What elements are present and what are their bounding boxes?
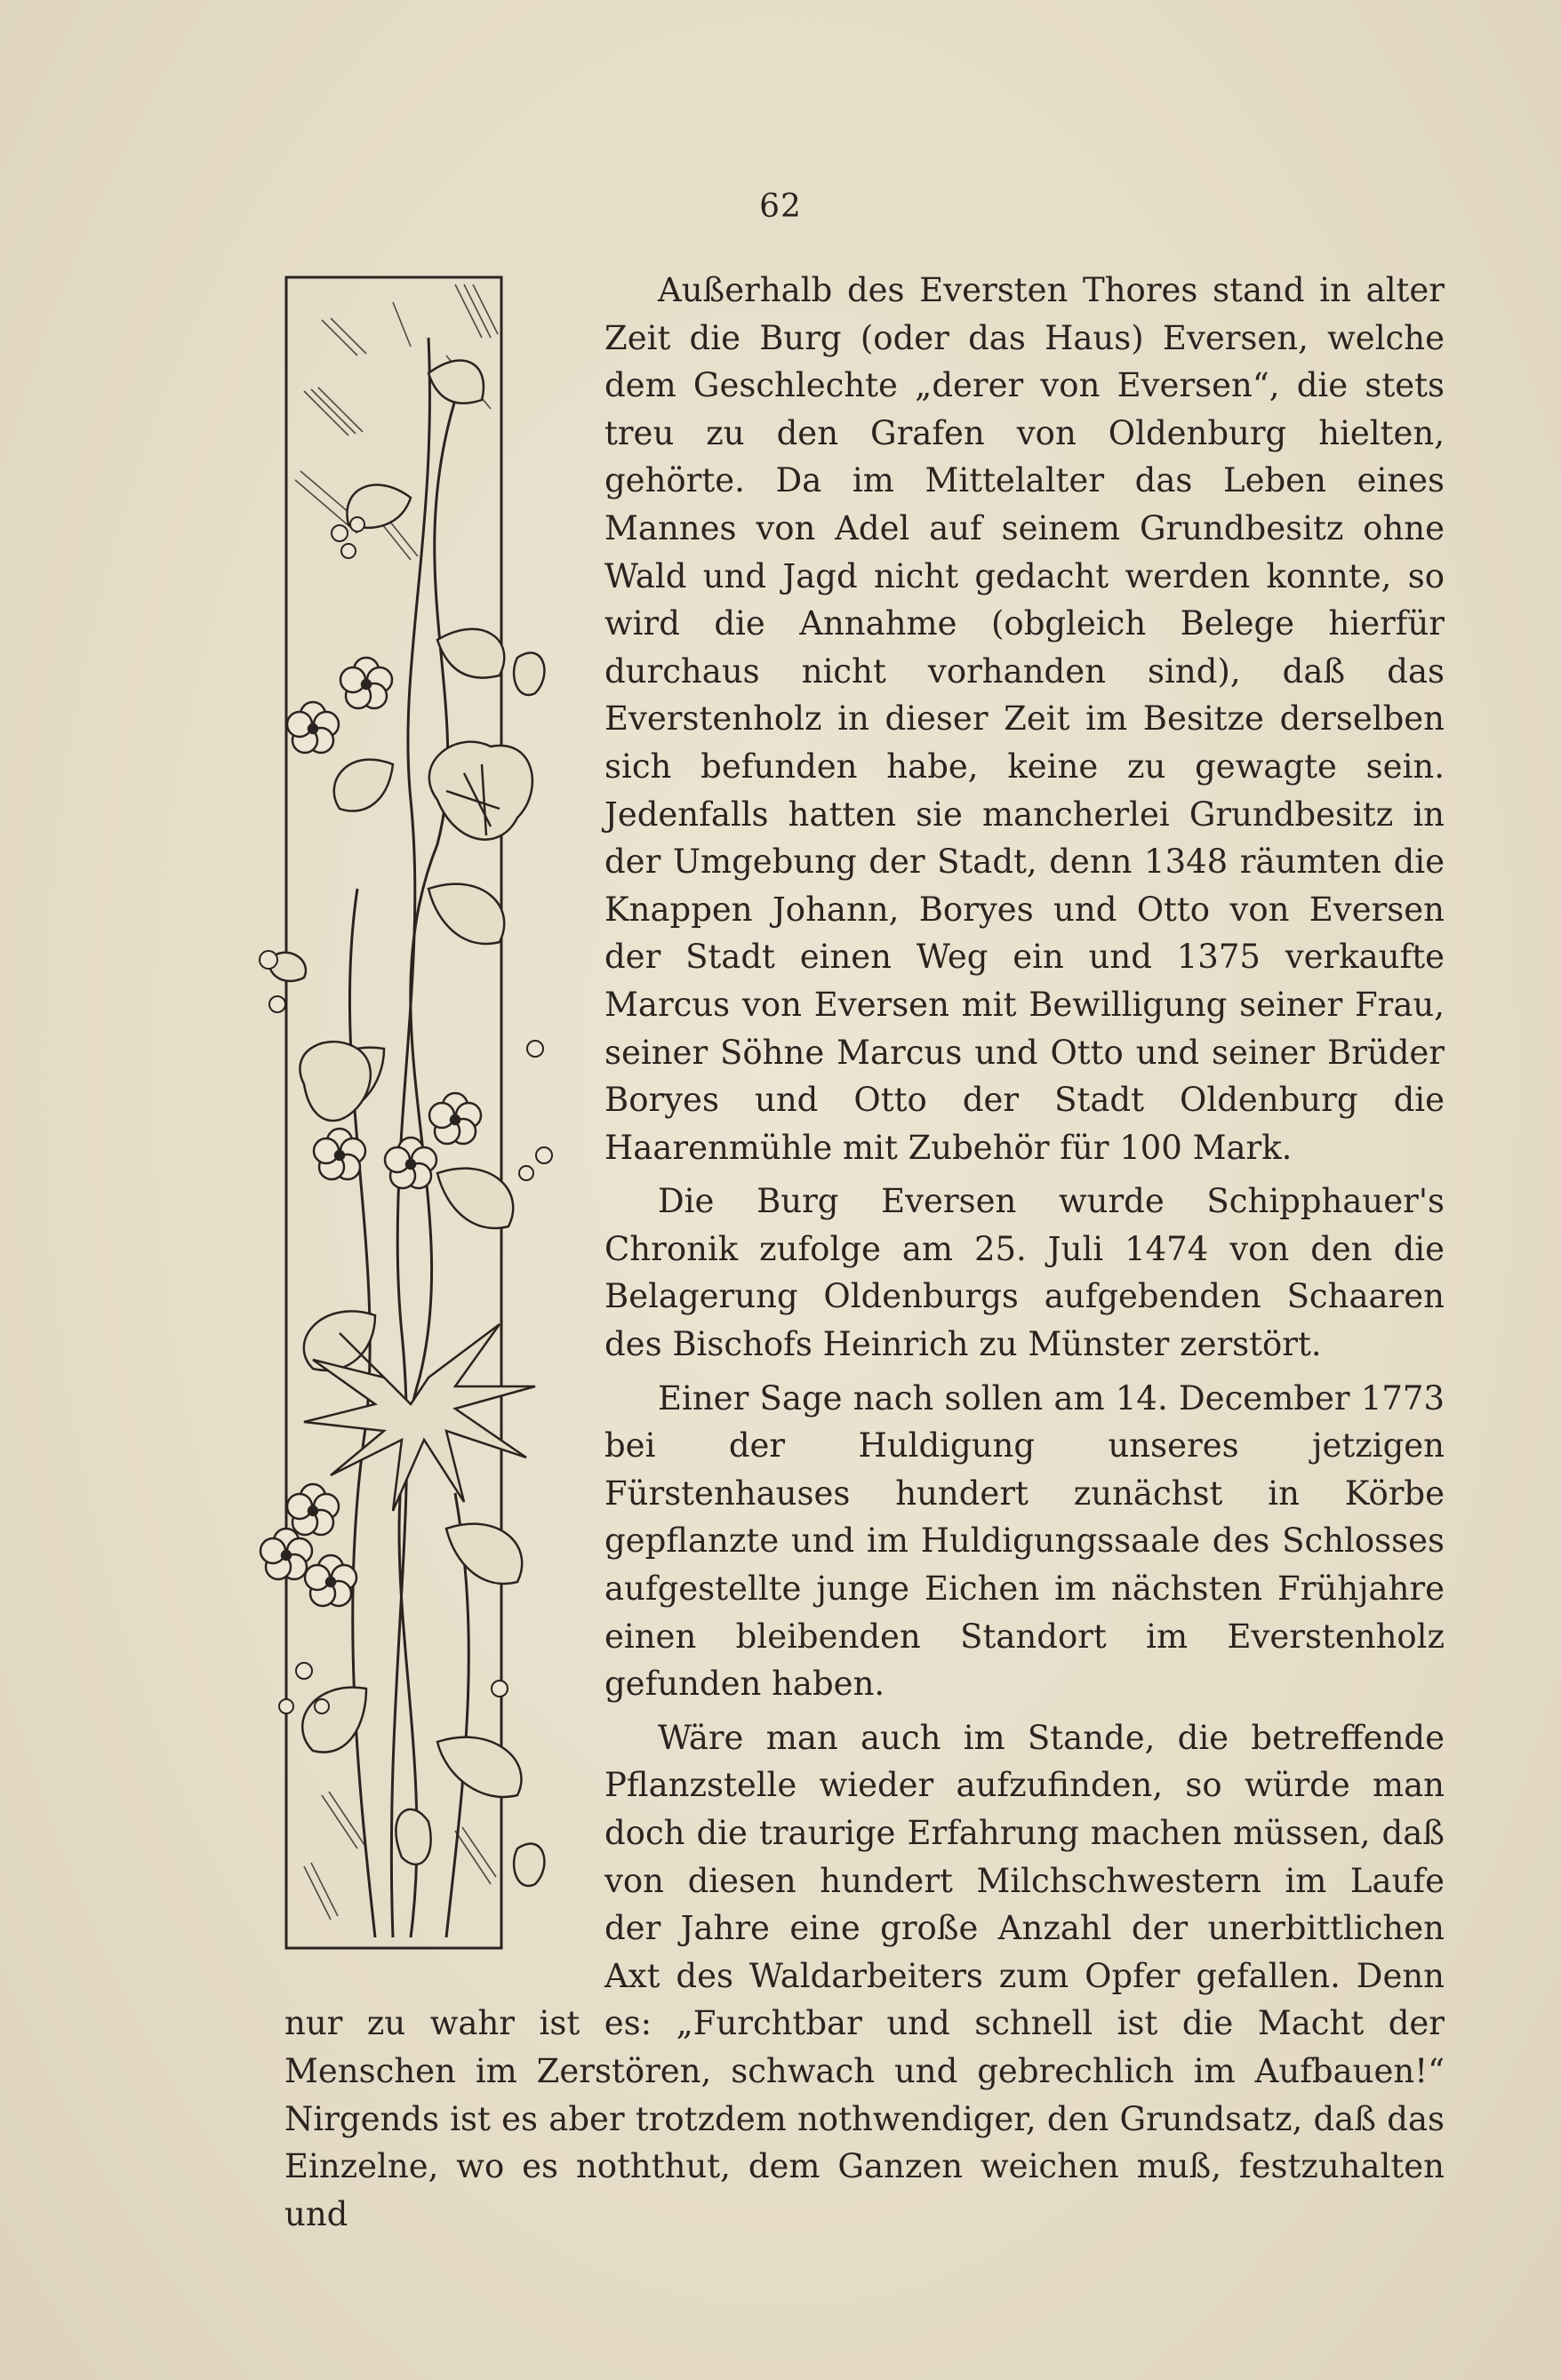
page-number: 62 bbox=[759, 188, 802, 225]
body-text bbox=[284, 267, 1445, 2244]
paragraph-3: Einer Sage nach sollen am 14. December 1773 bei der Huldigung unseres jetzigen Fürstenhauses hundert zunächst in Körbe gepflanzte und im Huldigungssaale des Schlosses aufgestellte junge Eichen im nächsten Frühjahre einen bleibenden Standort im Everstenholz gefunden haben. bbox=[604, 1378, 1445, 1704]
paragraph-1: Außerhalb des Eversten Thores stand in alter Zeit die Burg (oder das Haus) Eversen, welche dem Geschlechte „derer von Eversen“, die stets treu zu den Grafen von Oldenburg hielten, gehörte. Da im Mittelalter das Leben eines Mannes von Adel auf seinem Grundbesitz ohne Wald und Jagd nicht gedacht werden konnte, so wird die Annahme (obgleich Belege hierfür durchaus nicht vorhanden sind), daß das Everstenholz in dieser Zeit im Besitze derselben sich befunden habe, keine zu gewagte sein. Jedenfalls hatten sie mancherlei Grundbesitz in der Umgebung der Stadt, denn 1348 räumten die Knappen Johann, Boryes und Otto von Eversen der Stadt einen Weg ein und 1375 verkaufte Marcus von Eversen mit Bewilligung seiner Frau, seiner Söhne Marcus und Otto und seiner Brüder Boryes und Otto der Stadt Oldenburg die Haarenmühle mit Zubehör für 100 Mark. bbox=[604, 271, 1445, 1167]
ornament-wrap-spacer bbox=[284, 267, 604, 1960]
paragraph-2: Die Burg Eversen wurde Schipphauer's Chronik zufolge am 25. Juli 1474 von den die Belagerung Oldenburgs aufgebenden Schaaren des Bischofs Heinrich zu Münster zerstört. bbox=[604, 1182, 1445, 1364]
paragraph-4: Wäre man auch im Stande, die betreffende Pflanzstelle wieder aufzufinden, so würde man doch die traurige Erfahrung machen müssen, daß von diesen hundert Milchschwestern im Laufe der Jahre eine große Anzahl der unerbittlichen Axt des Waldarbeiters zum Opfer gefallen. Denn nur zu wahr ist es: „Furchtbar und schnell ist die Macht der Menschen im Zerstören, schwach und gebrechlich im Aufbauen!“ Nirgends ist es aber trotzdem nothwendiger, den Grundsatz, daß das Einzelne, wo es noththut, dem Ganzen weichen muß, festzuhalten und bbox=[284, 1718, 1445, 2233]
